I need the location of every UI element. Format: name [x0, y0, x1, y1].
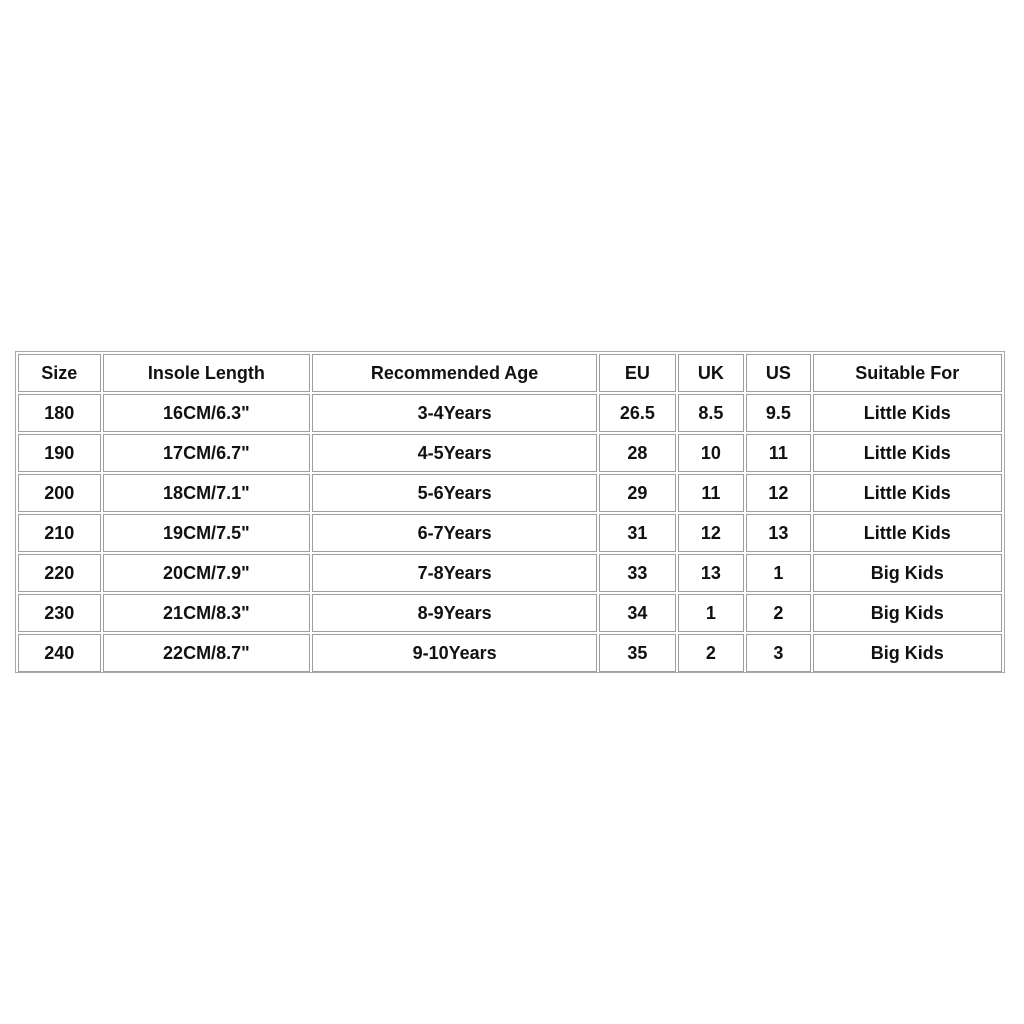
cell-size: 180 — [18, 394, 101, 432]
header-eu: EU — [599, 354, 676, 392]
cell-recommended-age: 5-6Years — [312, 474, 597, 512]
cell-suitable-for: Little Kids — [813, 514, 1002, 552]
header-size: Size — [18, 354, 101, 392]
cell-eu: 28 — [599, 434, 676, 472]
cell-size: 210 — [18, 514, 101, 552]
cell-eu: 29 — [599, 474, 676, 512]
cell-recommended-age: 8-9Years — [312, 594, 597, 632]
cell-uk: 11 — [678, 474, 744, 512]
cell-us: 12 — [746, 474, 810, 512]
cell-insole-length: 22CM/8.7" — [103, 634, 310, 672]
cell-size: 220 — [18, 554, 101, 592]
cell-recommended-age: 7-8Years — [312, 554, 597, 592]
cell-uk: 13 — [678, 554, 744, 592]
cell-insole-length: 21CM/8.3" — [103, 594, 310, 632]
table-row — [18, 434, 1002, 472]
cell-us: 3 — [746, 634, 810, 672]
cell-insole-length: 16CM/6.3" — [103, 394, 310, 432]
cell-us: 1 — [746, 554, 810, 592]
cell-insole-length: 17CM/6.7" — [103, 434, 310, 472]
cell-insole-length: 19CM/7.5" — [103, 514, 310, 552]
header-insole-length: Insole Length — [103, 354, 310, 392]
header-uk: UK — [678, 354, 744, 392]
cell-size: 200 — [18, 474, 101, 512]
cell-insole-length: 18CM/7.1" — [103, 474, 310, 512]
cell-suitable-for: Big Kids — [813, 594, 1002, 632]
cell-suitable-for: Little Kids — [813, 394, 1002, 432]
table-row — [18, 394, 1002, 432]
cell-us: 9.5 — [746, 394, 810, 432]
header-us: US — [746, 354, 810, 392]
table-row — [18, 554, 1002, 592]
cell-eu: 33 — [599, 554, 676, 592]
cell-eu: 34 — [599, 594, 676, 632]
size-chart-container — [15, 351, 1005, 673]
cell-uk: 12 — [678, 514, 744, 552]
cell-insole-length: 20CM/7.9" — [103, 554, 310, 592]
cell-us: 11 — [746, 434, 810, 472]
cell-recommended-age: 9-10Years — [312, 634, 597, 672]
table-row — [18, 634, 1002, 672]
table-header-row — [18, 354, 1002, 392]
cell-uk: 10 — [678, 434, 744, 472]
table-row — [18, 474, 1002, 512]
cell-us: 13 — [746, 514, 810, 552]
cell-suitable-for: Little Kids — [813, 474, 1002, 512]
cell-recommended-age: 4-5Years — [312, 434, 597, 472]
cell-uk: 8.5 — [678, 394, 744, 432]
cell-size: 240 — [18, 634, 101, 672]
cell-suitable-for: Big Kids — [813, 554, 1002, 592]
cell-eu: 35 — [599, 634, 676, 672]
cell-us: 2 — [746, 594, 810, 632]
cell-size: 230 — [18, 594, 101, 632]
cell-uk: 1 — [678, 594, 744, 632]
cell-size: 190 — [18, 434, 101, 472]
cell-eu: 26.5 — [599, 394, 676, 432]
cell-suitable-for: Little Kids — [813, 434, 1002, 472]
table-row — [18, 514, 1002, 552]
table-row — [18, 594, 1002, 632]
cell-suitable-for: Big Kids — [813, 634, 1002, 672]
header-recommended-age: Recommended Age — [312, 354, 597, 392]
header-suitable-for: Suitable For — [813, 354, 1002, 392]
cell-recommended-age: 6-7Years — [312, 514, 597, 552]
cell-eu: 31 — [599, 514, 676, 552]
cell-recommended-age: 3-4Years — [312, 394, 597, 432]
size-chart-table — [16, 352, 1004, 674]
cell-uk: 2 — [678, 634, 744, 672]
